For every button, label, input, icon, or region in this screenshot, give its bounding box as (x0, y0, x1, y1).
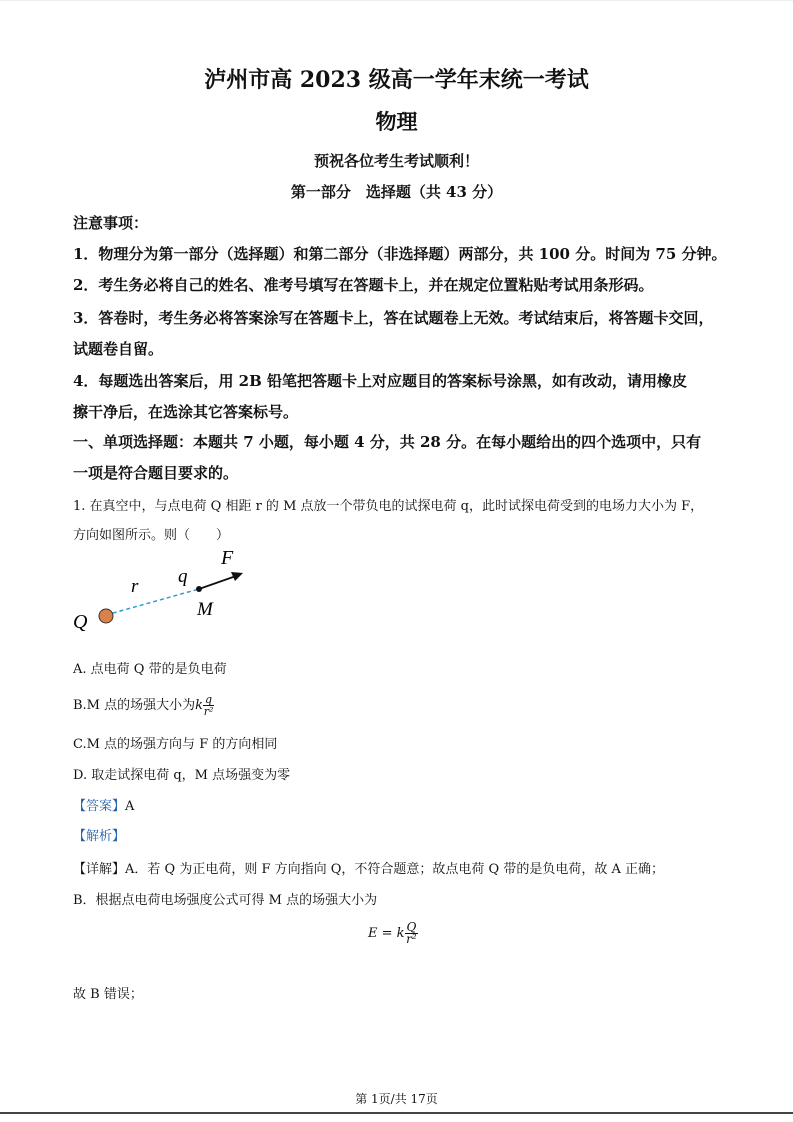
subject-title: 物理 (375, 109, 418, 134)
question-stem-line2: 方向如图所示。则（ ） (73, 528, 230, 543)
wish-line: 预祝各位考生考试顺利！ (313, 152, 479, 170)
option-B-text: B.M 点的场强大小为 (73, 698, 196, 713)
question-stem-line1: 1. 在真空中，与点电荷 Q 相距 r 的 M 点放一个带负电的试探电荷 q，此时试探电荷受到的电场力大小为 F， (73, 499, 704, 514)
option-D: D. 取走试探电荷 q，M 点场强变为零 (73, 768, 291, 783)
analysis-line (73, 825, 125, 844)
option-B-explanation: B．根据点电荷电场强度公式可得 M 点的场强大小为 (73, 893, 378, 908)
section-heading-line1: 一、单项选择题：本题共 7 小题，每小题 4 分，共 28 分。在每小题给出的四个选项中，只有 (73, 433, 702, 451)
option-B-numerator: q (205, 693, 213, 706)
exam-title: 泸州市高 2023 级高一学年末统一考试 (204, 67, 589, 93)
notes-heading: 注意事项： (73, 214, 149, 232)
footer-rule (0, 1112, 793, 1114)
note-item: 1．物理分为第一部分（选择题）和第二部分（非选择题）两部分，共 100 分。时间为 75 分钟。 (73, 245, 727, 263)
note-item: 4．每题选出答案后，用 2B 铅笔把答题卡上对应题目的答案标号涂黑，如有改动，请用橡皮 (73, 372, 688, 390)
top-rule (0, 0, 793, 1)
page-number: 第 1页/共 17页 (355, 1092, 438, 1106)
formula-numerator: Q (406, 920, 417, 934)
answer-tag: 【答案】 (73, 799, 126, 814)
formula-lhs: E = k (368, 926, 405, 941)
detail-line (73, 858, 664, 877)
option-C: C.M 点的场强方向与 F 的方向相同 (73, 737, 278, 752)
detail-text: A．若 Q 为正电荷，则 F 方向指向 Q，不符合题意；故点电荷 Q 带的是负电荷，故 A 正确； (125, 862, 664, 877)
formula-fraction (405, 922, 419, 945)
part-heading: 第一部分 选择题（共 43 分） (290, 183, 503, 201)
answer-value: A (125, 799, 135, 814)
field-strength-formula (368, 922, 418, 945)
option-A: A. 点电荷 Q 带的是负电荷 (73, 662, 227, 677)
label-Q: Q (73, 611, 88, 633)
label-r: r (131, 576, 139, 597)
detail-tag: 【详解】 (73, 862, 126, 877)
answer-line (73, 795, 134, 814)
option-B (73, 694, 214, 717)
note-item: 擦干净后，在选涂其它答案标号。 (73, 403, 299, 421)
charge-diagram (68, 540, 268, 640)
option-B-k: k (195, 698, 204, 713)
label-M: M (197, 599, 213, 620)
note-item: 3．答卷时，考生务必将答案涂写在答题卡上，答在试题卷上无效。考试结束后，将答题卡交回， (73, 309, 714, 327)
formula-denominator: r² (406, 932, 417, 946)
analysis-tag: 【解析】 (73, 829, 126, 844)
option-B-denominator: r² (203, 705, 214, 718)
section-heading-line2: 一项是符合题目要求的。 (73, 464, 239, 482)
option-B-fraction (203, 694, 214, 717)
distance-dash-line (106, 589, 199, 615)
force-arrow-line (199, 576, 236, 589)
label-F: F (221, 547, 234, 569)
note-item: 2．考生务必将自己的姓名、准考号填写在答题卡上，并在规定位置粘贴考试用条形码。 (73, 276, 654, 294)
point-charge-Q (99, 609, 113, 623)
note-item: 试题卷自留。 (73, 340, 164, 358)
option-B-conclusion: 故 B 错误； (73, 987, 143, 1002)
label-q: q (178, 566, 188, 587)
